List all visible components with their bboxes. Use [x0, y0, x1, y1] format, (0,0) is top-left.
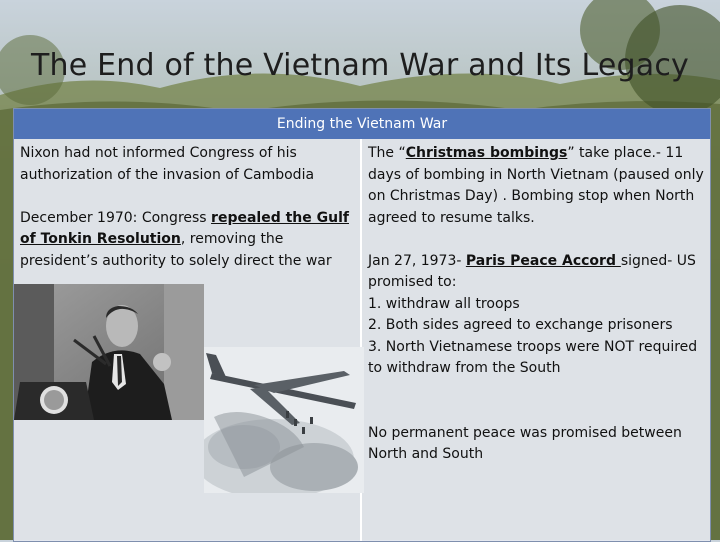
paris-peace-paragraph — [368, 251, 704, 294]
right-column — [368, 143, 704, 487]
list-item: 2. Both sides agreed to exchange prisoners — [368, 317, 673, 333]
list-item: 1. withdraw all troops — [368, 295, 520, 312]
paris-suffix: signed- US promised to: — [368, 252, 696, 290]
paris-peace-accord-link[interactable]: Paris Peace Accord — [465, 252, 621, 269]
slide-title: The End of the Vietnam War and Its Legacy — [31, 48, 689, 83]
bomber-photo — [204, 347, 364, 493]
list-item: 3. North Vietnamese troops were NOT required to withdraw from the South — [368, 338, 698, 376]
no-permanent-peace-paragraph: No permanent peace was promised between North and South — [368, 424, 682, 462]
tonkin-resolution-link[interactable]: repealed the Gulf of Tonkin Resolution — [20, 209, 349, 247]
accord-terms-list — [368, 294, 704, 380]
christmas-suffix: ” take place.- 11 days of bombing in North Vietnam (paused only on Christmas Day) . Bombing stop when North agreed to resume talks. — [368, 145, 704, 226]
christmas-prefix: The “ — [368, 145, 406, 161]
cambodia-paragraph: Nixon had not informed Congress of his authorization of the invasion of Cambodia — [20, 145, 315, 183]
tonkin-paragraph — [20, 208, 352, 273]
christmas-bombings-paragraph — [368, 143, 704, 229]
left-column — [20, 143, 352, 294]
nixon-photo — [14, 284, 204, 420]
christmas-bombings-link[interactable]: Christmas bombings — [405, 145, 568, 161]
table-header: Ending the Vietnam War — [14, 109, 710, 139]
tonkin-suffix: , removing the president’s authority to solely direct the war — [20, 231, 332, 269]
paris-prefix: Jan 27, 1973- — [368, 252, 466, 269]
tonkin-prefix: December 1970: Congress — [20, 209, 212, 226]
content-table — [13, 108, 711, 542]
